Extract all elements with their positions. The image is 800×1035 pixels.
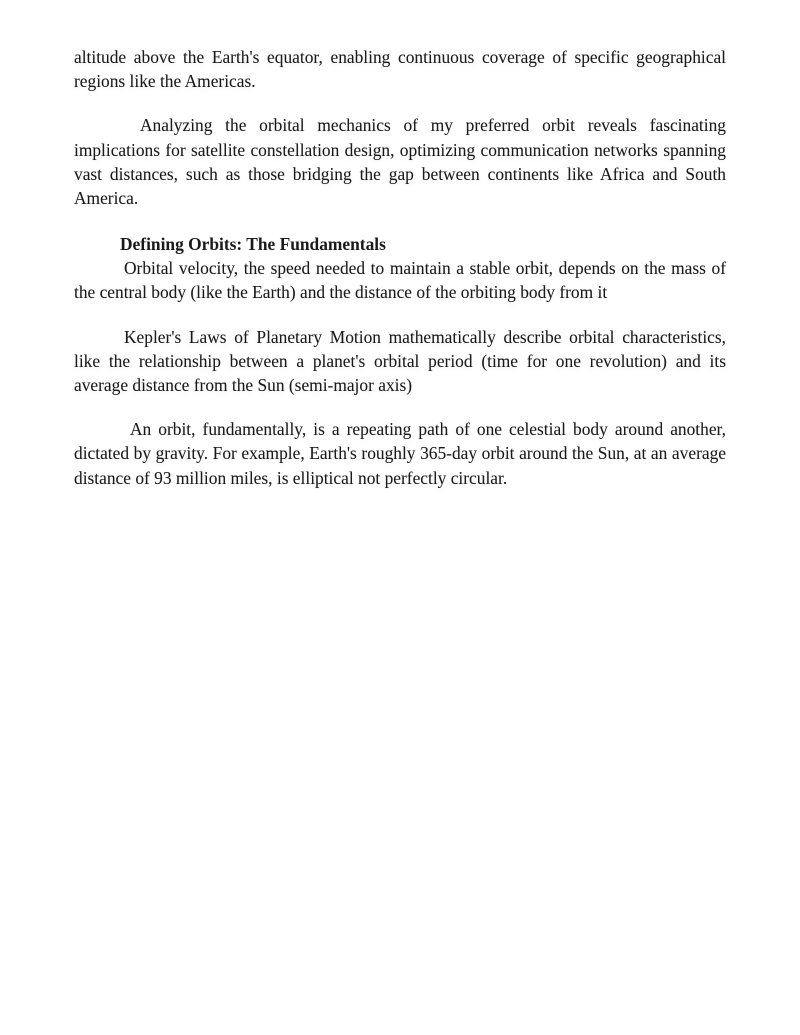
document-page [74,45,726,490]
paragraph-analyzing-orbital-mechanics: Analyzing the orbital mechanics of my preferred orbit reveals fascinating implications for satellite constellation design, optimizing communication networks spanning vast distances, such as those bridging the gap between continents like Africa and South America. [74,115,726,209]
paragraph-orbital-velocity: Orbital velocity, the speed needed to maintain a stable orbit, depends on the mass of the central body (like the Earth) and the distance of the orbiting body from it [74,258,726,303]
paragraph-kepler-laws: Kepler's Laws of Planetary Motion mathematically describe orbital characteristics, like the relationship between a planet's orbital period (time for one revolution) and its average distance from the Sun (semi-major axis) [74,326,726,396]
paragraph-intro-continuation: altitude above the Earth's equator, enabling continuous coverage of specific geographical regions like the Americas. [74,47,726,92]
paragraph-orbit-definition: An orbit, fundamentally, is a repeating path of one celestial body around another, dictated by gravity. For example, Earth's roughly 365-day orbit around the Sun, at an average distance of 93 million miles, is elliptical not perfectly circular. [74,419,726,488]
section-heading: Defining Orbits: The Fundamentals [120,234,386,255]
